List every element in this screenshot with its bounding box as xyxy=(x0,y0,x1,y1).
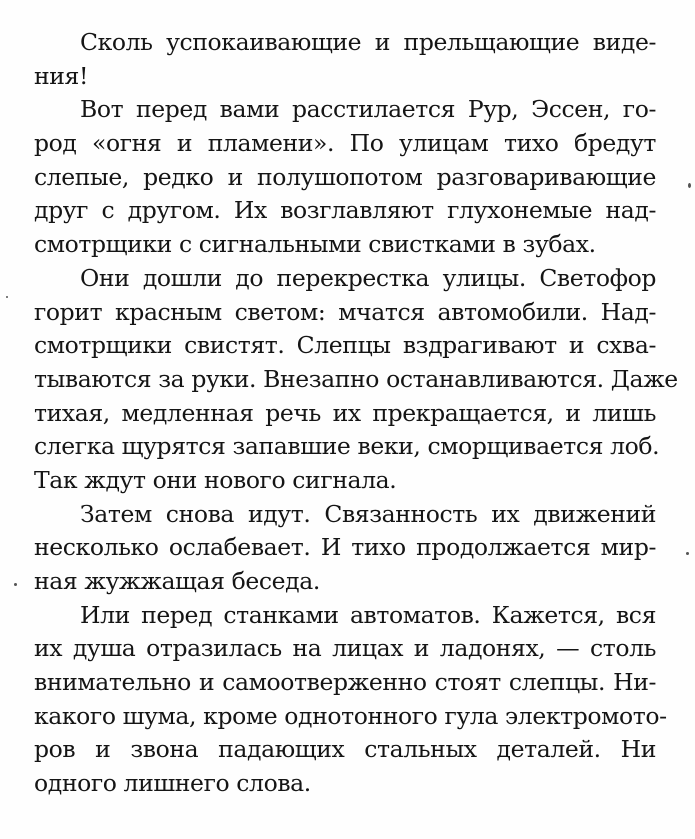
paragraph-3 xyxy=(34,262,678,498)
text-line: род «огня и пламени». По улицам тихо бредут xyxy=(34,129,656,158)
text-line: ния! xyxy=(34,61,88,90)
scan-speck xyxy=(14,583,17,586)
text-line: Вот перед вами расстилается Рур, Эссен, го- xyxy=(80,95,656,124)
text-line: смотрщики с сигнальными свистками в зубах. xyxy=(34,230,596,259)
text-line: слепые, редко и полушопотом разговаривающие xyxy=(34,162,656,191)
paragraph-1 xyxy=(34,26,656,93)
page-text xyxy=(34,26,678,801)
text-line: какого шума, кроме однотонного гула электромото- xyxy=(34,701,667,730)
text-line: ная жужжащая беседа. xyxy=(34,567,320,595)
paragraph-5 xyxy=(34,599,667,801)
text-line: смотрщики свистят. Слепцы вздрагивают и схва- xyxy=(34,331,656,360)
paragraph-2 xyxy=(34,93,656,261)
text-line: слегка щурятся запавшие веки, сморщивается лоб. xyxy=(34,432,660,461)
scan-speck xyxy=(686,552,689,555)
text-line: Или перед станками автоматов. Кажется, вся xyxy=(80,600,656,629)
scan-speck xyxy=(688,183,691,188)
text-line: друг с другом. Их возглавляют глухонемые над- xyxy=(34,196,656,225)
text-line: несколько ослабевает. И тихо продолжается мир- xyxy=(34,533,656,562)
text-line: горит красным светом: мчатся автомобили. Над- xyxy=(34,297,656,326)
text-line: внимательно и самоотверженно стоят слепцы. Ни- xyxy=(34,668,656,697)
text-line: Затем снова идут. Связанность их движений xyxy=(80,499,656,528)
text-line: тываются за руки. Внезапно останавливаются. Даже xyxy=(34,364,678,393)
text-line: Сколь успокаивающие и прельщающие виде- xyxy=(80,28,656,56)
scan-speck xyxy=(6,296,8,298)
text-line: их душа отразилась на лицах и ладонях, — столь xyxy=(34,634,656,663)
text-line: одного лишнего слова. xyxy=(34,769,311,798)
text-line: Так ждут они нового сигнала. xyxy=(34,465,397,494)
text-line: тихая, медленная речь их прекращается, и лишь xyxy=(34,398,656,427)
paragraph-4 xyxy=(34,498,656,599)
text-line: Они дошли до перекрестка улицы. Светофор xyxy=(80,263,656,292)
text-line: ров и звона падающих стальных деталей. Ни xyxy=(34,735,656,764)
